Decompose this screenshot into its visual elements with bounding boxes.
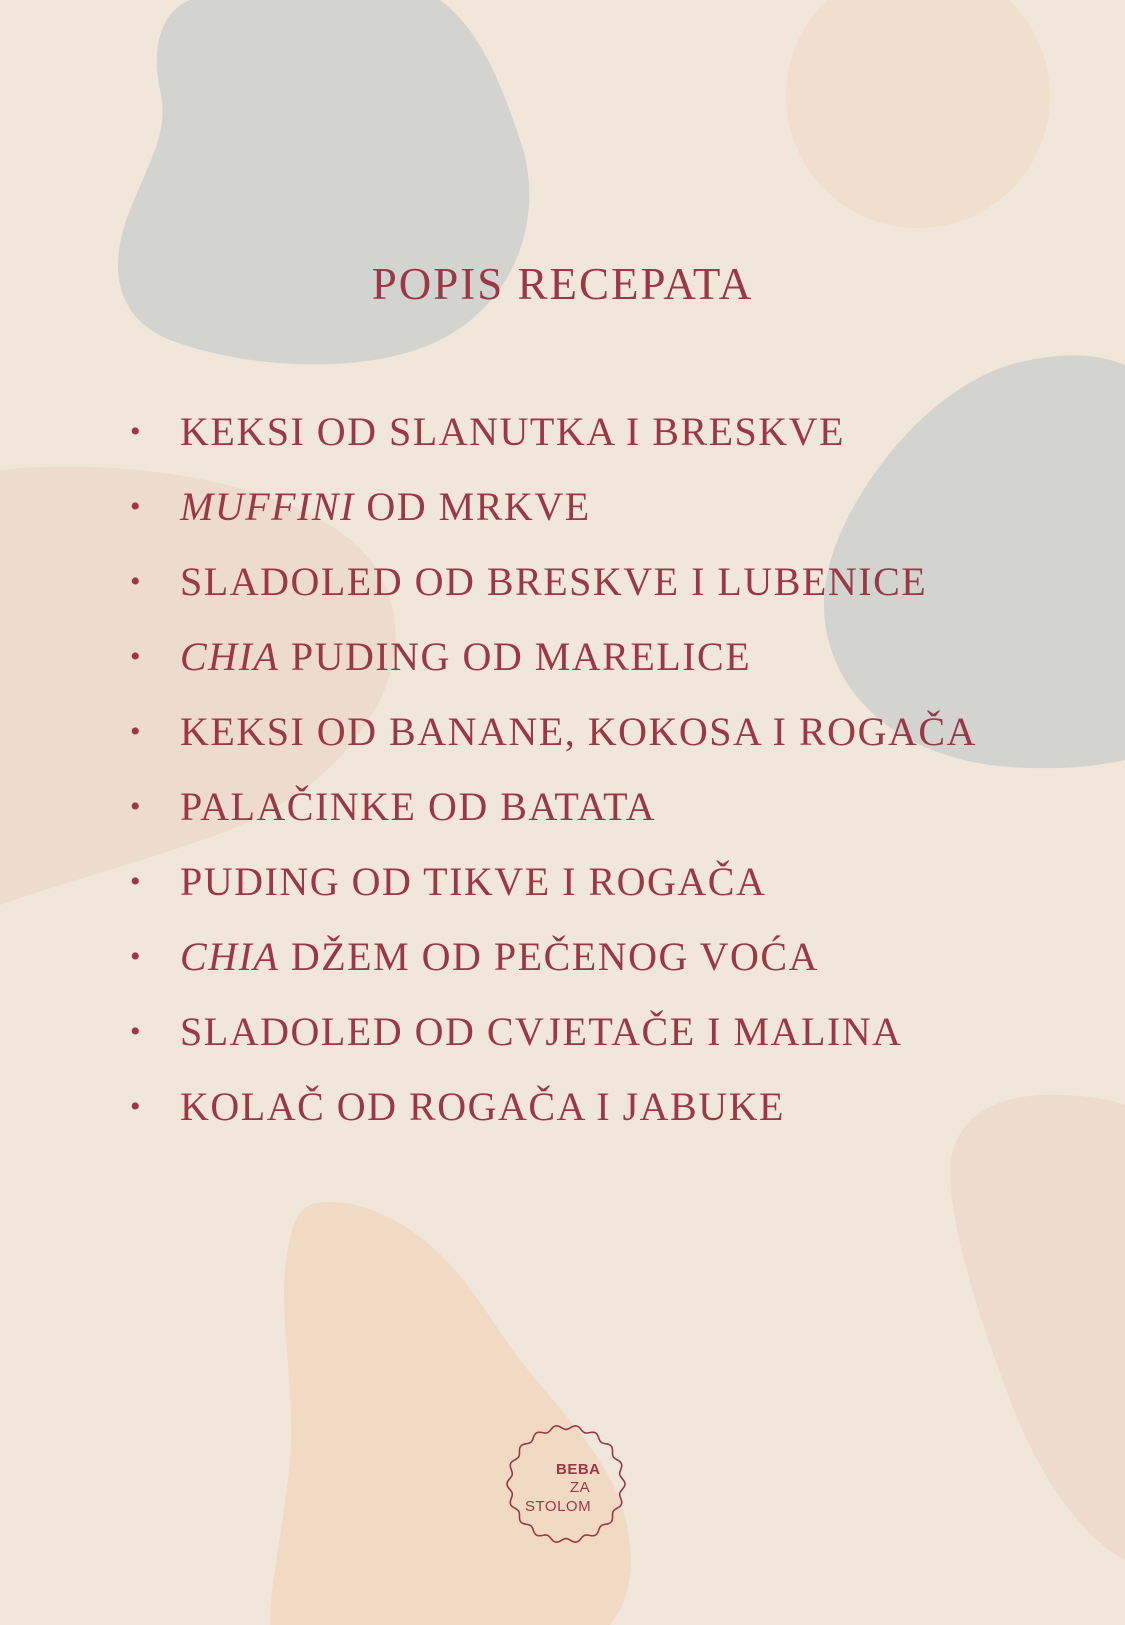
recipe-list [130, 409, 977, 1162]
recipe-item [130, 784, 977, 862]
recipe-item [130, 709, 977, 787]
recipe-label: PUDING OD MARELICE [279, 634, 752, 679]
bullet: • [130, 865, 143, 898]
recipe-italic-prefix: MUFFINI [180, 484, 355, 529]
recipe-item [130, 559, 977, 637]
bullet: • [130, 790, 143, 823]
recipe-label: KOLAČ OD ROGAČA I JABUKE [180, 1084, 785, 1129]
recipe-item [130, 634, 977, 712]
logo-line-za: ZA [570, 1479, 591, 1496]
recipe-item [130, 934, 977, 1012]
recipe-label: PALAČINKE OD BATATA [180, 784, 657, 829]
recipe-label: OD MRKVE [354, 484, 591, 529]
recipe-label: SLADOLED OD BRESKVE I LUBENICE [180, 559, 928, 604]
logo-text [504, 1422, 628, 1546]
recipe-label: KEKSI OD BANANE, KOKOSA I ROGAČA [180, 709, 977, 754]
recipe-label: SLADOLED OD CVJETAČE I MALINA [180, 1009, 903, 1054]
recipe-label: KEKSI OD SLANUTKA I BRESKVE [180, 409, 845, 454]
recipe-item [130, 859, 977, 937]
recipe-italic-prefix: CHIA [180, 934, 280, 979]
bullet: • [130, 715, 143, 748]
bullet: • [130, 565, 143, 598]
recipe-item [130, 409, 977, 487]
logo-line-beba: BEBA [556, 1461, 601, 1478]
bullet: • [130, 415, 143, 448]
page-title: POPIS RECEPATA [371, 259, 754, 309]
bullet: • [130, 1090, 143, 1123]
recipe-italic-prefix: CHIA [180, 634, 280, 679]
recipe-item [130, 1084, 977, 1162]
recipe-label: DŽEM OD PEČENOG VOĆA [279, 934, 819, 979]
bullet: • [130, 640, 143, 673]
recipe-label: PUDING OD TIKVE I ROGAČA [180, 859, 767, 904]
brand-logo [504, 1422, 628, 1546]
logo-line-stolom: STOLOM [525, 1498, 592, 1515]
recipe-item [130, 484, 977, 562]
recipe-item [130, 1009, 977, 1087]
bullet: • [130, 1015, 143, 1048]
bullet: • [130, 940, 143, 973]
bullet: • [130, 490, 143, 523]
